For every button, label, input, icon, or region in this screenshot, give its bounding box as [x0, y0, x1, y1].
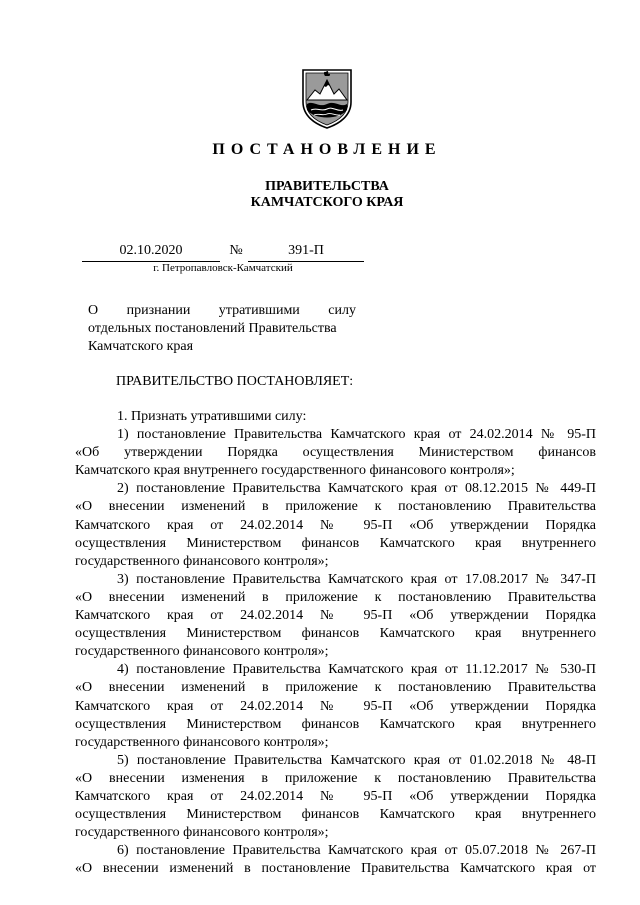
body-text-line: Камчатского края от 24.02.2014 № 95-П «Об утверждении Порядка [75, 608, 596, 624]
body-text-line: 5) постановление Правительства Камчатского края от 01.02.2018 № 48-П [117, 752, 596, 768]
body-text-line: 6) постановление Правительства Камчатского края от 05.07.2018 № 267-П [117, 843, 596, 859]
body-text-line: «О внесении изменений в приложение к постановлению Правительства [75, 499, 596, 515]
body-text-line: осуществления Министерством финансов Камчатского края внутреннего [75, 807, 596, 823]
body-text-line: «О внесении изменений в постановление Правительства Камчатского края от [75, 861, 596, 877]
body-text-line: 3) постановление Правительства Камчатского края от 17.08.2017 № 347-П [117, 571, 596, 587]
city-name: г. Петропавловск-Камчатский [153, 262, 293, 274]
body-text-line: Камчатского края от 24.02.2014 № 95-П «Об утверждении Порядка [75, 517, 596, 533]
decree-heading: ПРАВИТЕЛЬСТВО ПОСТАНОВЛЯЕТ: [116, 374, 354, 389]
issuing-authority-line-1: ПРАВИТЕЛЬСТВА [265, 179, 389, 194]
registration-date: 02.10.2020 [82, 243, 220, 262]
body-text-line: государственного финансового контроля»; [75, 553, 329, 569]
body-text-line: осуществления Министерством финансов Камчатского края внутреннего [75, 626, 596, 642]
body-text-line: «О внесении изменений в приложение к постановлению Правительства [75, 680, 596, 696]
body-text-line: осуществления Министерством финансов Камчатского края внутреннего [75, 535, 596, 551]
body-text-line: 2) постановление Правительства Камчатского края от 08.12.2015 № 449-П [117, 481, 596, 497]
body-text-line: 1. Признать утратившими силу: [117, 409, 307, 424]
body-text-line: государственного финансового контроля»; [75, 644, 329, 660]
issuing-authority [0, 179, 640, 211]
body-text-line: 1) постановление Правительства Камчатского края от 24.02.2014 № 95-П [117, 427, 596, 443]
body-text-line: 4) постановление Правительства Камчатского края от 11.12.2017 № 530-П [117, 662, 596, 678]
body-text-line: Камчатского края внутреннего государственного финансового контроля»; [75, 463, 515, 479]
subject-line: отдельных постановлений Правительства [88, 321, 337, 336]
body-text-line: «О внесении изменений в приложение к постановлению Правительства [75, 589, 596, 605]
body-text-line: «Об утверждении Порядка осуществления Министерством финансов [75, 445, 596, 461]
issuing-authority-line-2: КАМЧАТСКОГО КРАЯ [250, 195, 404, 210]
registration-number: 391-П [248, 243, 364, 262]
subject-line: Камчатского края [88, 339, 194, 354]
body-text-line: «О внесении изменения в приложение к постановлению Правительства [75, 770, 596, 786]
subject-line: О признании утратившими силу [88, 303, 356, 318]
document-title: ПОСТАНОВЛЕНИЕ [212, 141, 442, 158]
body-text-line: осуществления Министерством финансов Камчатского края внутреннего [75, 716, 596, 732]
number-sign: № [229, 243, 243, 258]
body-text-line: Камчатского края от 24.02.2014 № 95-П «Об утверждении Порядка [75, 788, 596, 804]
kamchatka-emblem-icon [299, 66, 355, 130]
document-body [75, 408, 596, 878]
document-subject [88, 302, 356, 356]
body-text-line: государственного финансового контроля»; [75, 734, 329, 750]
body-text-line: государственного финансового контроля»; [75, 825, 329, 841]
body-text-line: Камчатского края от 24.02.2014 № 95-П «Об утверждении Порядка [75, 698, 596, 714]
